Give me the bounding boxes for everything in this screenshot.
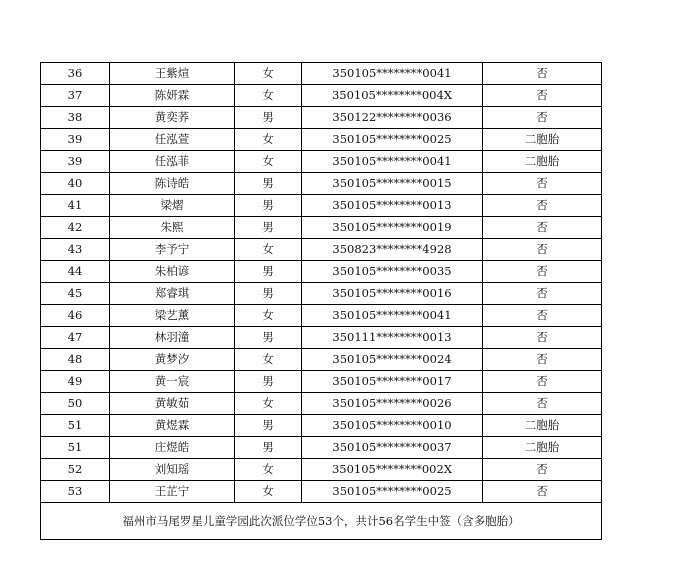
student-id-number: 350105********0041 bbox=[302, 63, 483, 85]
table-row bbox=[41, 63, 602, 85]
row-number: 39 bbox=[41, 151, 110, 173]
row-number: 40 bbox=[41, 173, 110, 195]
table-row bbox=[41, 415, 602, 437]
student-gender: 男 bbox=[235, 195, 302, 217]
student-id-number: 350105********0041 bbox=[302, 151, 483, 173]
row-number: 44 bbox=[41, 261, 110, 283]
student-name: 梁艺薰 bbox=[110, 305, 235, 327]
row-number: 51 bbox=[41, 437, 110, 459]
multiple-birth-flag: 否 bbox=[483, 393, 602, 415]
student-name: 梁熠 bbox=[110, 195, 235, 217]
table-row bbox=[41, 283, 602, 305]
table-row bbox=[41, 459, 602, 481]
multiple-birth-flag: 二胞胎 bbox=[483, 129, 602, 151]
student-gender: 男 bbox=[235, 415, 302, 437]
student-gender: 男 bbox=[235, 437, 302, 459]
student-id-number: 350105********0010 bbox=[302, 415, 483, 437]
student-gender: 女 bbox=[235, 63, 302, 85]
student-id-number: 350122********0036 bbox=[302, 107, 483, 129]
multiple-birth-flag: 否 bbox=[483, 283, 602, 305]
student-name: 黄一宸 bbox=[110, 371, 235, 393]
multiple-birth-flag: 否 bbox=[483, 371, 602, 393]
student-id-number: 350105********0041 bbox=[302, 305, 483, 327]
student-name: 黄煜霖 bbox=[110, 415, 235, 437]
table-row bbox=[41, 371, 602, 393]
student-gender: 女 bbox=[235, 349, 302, 371]
multiple-birth-flag: 否 bbox=[483, 173, 602, 195]
student-name: 林羽潼 bbox=[110, 327, 235, 349]
student-id-number: 350105********0015 bbox=[302, 173, 483, 195]
table-row bbox=[41, 107, 602, 129]
student-gender: 女 bbox=[235, 481, 302, 503]
table-row bbox=[41, 129, 602, 151]
student-id-number: 350105********0035 bbox=[302, 261, 483, 283]
multiple-birth-flag: 否 bbox=[483, 459, 602, 481]
multiple-birth-flag: 否 bbox=[483, 85, 602, 107]
student-id-number: 350823********4928 bbox=[302, 239, 483, 261]
student-id-number: 350105********0017 bbox=[302, 371, 483, 393]
student-gender: 女 bbox=[235, 459, 302, 481]
lottery-results-sheet bbox=[40, 62, 596, 540]
student-gender: 男 bbox=[235, 261, 302, 283]
row-number: 45 bbox=[41, 283, 110, 305]
student-gender: 男 bbox=[235, 371, 302, 393]
table-body bbox=[41, 63, 602, 503]
student-gender: 女 bbox=[235, 129, 302, 151]
student-id-number: 350105********0025 bbox=[302, 129, 483, 151]
row-number: 52 bbox=[41, 459, 110, 481]
student-name: 黄奕荞 bbox=[110, 107, 235, 129]
multiple-birth-flag: 否 bbox=[483, 349, 602, 371]
student-id-number: 350105********004X bbox=[302, 85, 483, 107]
student-name: 任泓萱 bbox=[110, 129, 235, 151]
student-gender: 女 bbox=[235, 393, 302, 415]
student-gender: 男 bbox=[235, 217, 302, 239]
multiple-birth-flag: 二胞胎 bbox=[483, 437, 602, 459]
footer-row bbox=[41, 503, 602, 540]
row-number: 51 bbox=[41, 415, 110, 437]
multiple-birth-flag: 二胞胎 bbox=[483, 415, 602, 437]
row-number: 49 bbox=[41, 371, 110, 393]
table-row bbox=[41, 195, 602, 217]
row-number: 53 bbox=[41, 481, 110, 503]
student-gender: 女 bbox=[235, 239, 302, 261]
table-row bbox=[41, 349, 602, 371]
student-name: 黄敏茹 bbox=[110, 393, 235, 415]
row-number: 50 bbox=[41, 393, 110, 415]
student-gender: 女 bbox=[235, 85, 302, 107]
multiple-birth-flag: 否 bbox=[483, 261, 602, 283]
student-name: 王芷宁 bbox=[110, 481, 235, 503]
student-name: 庄煜皓 bbox=[110, 437, 235, 459]
multiple-birth-flag: 否 bbox=[483, 481, 602, 503]
footer-summary: 福州市马尾罗星儿童学园此次派位学位53个，共计56名学生中签（含多胞胎） bbox=[41, 503, 602, 540]
student-name: 朱熙 bbox=[110, 217, 235, 239]
row-number: 42 bbox=[41, 217, 110, 239]
student-name: 王紫煊 bbox=[110, 63, 235, 85]
student-name: 黄梦汐 bbox=[110, 349, 235, 371]
row-number: 36 bbox=[41, 63, 110, 85]
table-row bbox=[41, 151, 602, 173]
table-row bbox=[41, 173, 602, 195]
table-row bbox=[41, 437, 602, 459]
student-gender: 男 bbox=[235, 327, 302, 349]
student-gender: 女 bbox=[235, 305, 302, 327]
student-gender: 男 bbox=[235, 283, 302, 305]
table-row bbox=[41, 305, 602, 327]
row-number: 39 bbox=[41, 129, 110, 151]
student-id-number: 350111********0013 bbox=[302, 327, 483, 349]
student-gender: 男 bbox=[235, 107, 302, 129]
student-name: 李予宁 bbox=[110, 239, 235, 261]
row-number: 46 bbox=[41, 305, 110, 327]
lottery-results-table bbox=[40, 62, 602, 540]
multiple-birth-flag: 否 bbox=[483, 195, 602, 217]
multiple-birth-flag: 否 bbox=[483, 63, 602, 85]
student-name: 刘知瑶 bbox=[110, 459, 235, 481]
student-id-number: 350105********0019 bbox=[302, 217, 483, 239]
table-row bbox=[41, 393, 602, 415]
multiple-birth-flag: 二胞胎 bbox=[483, 151, 602, 173]
student-id-number: 350105********0037 bbox=[302, 437, 483, 459]
student-name: 陈诗皓 bbox=[110, 173, 235, 195]
student-id-number: 350105********002X bbox=[302, 459, 483, 481]
student-id-number: 350105********0025 bbox=[302, 481, 483, 503]
student-gender: 女 bbox=[235, 151, 302, 173]
table-row bbox=[41, 217, 602, 239]
multiple-birth-flag: 否 bbox=[483, 107, 602, 129]
student-id-number: 350105********0024 bbox=[302, 349, 483, 371]
student-name: 朱柏谚 bbox=[110, 261, 235, 283]
table-row bbox=[41, 261, 602, 283]
student-id-number: 350105********0016 bbox=[302, 283, 483, 305]
multiple-birth-flag: 否 bbox=[483, 239, 602, 261]
multiple-birth-flag: 否 bbox=[483, 305, 602, 327]
row-number: 37 bbox=[41, 85, 110, 107]
multiple-birth-flag: 否 bbox=[483, 217, 602, 239]
student-name: 任泓菲 bbox=[110, 151, 235, 173]
table-row bbox=[41, 85, 602, 107]
student-id-number: 350105********0013 bbox=[302, 195, 483, 217]
table-row bbox=[41, 327, 602, 349]
row-number: 38 bbox=[41, 107, 110, 129]
student-name: 陈妍霖 bbox=[110, 85, 235, 107]
student-id-number: 350105********0026 bbox=[302, 393, 483, 415]
row-number: 43 bbox=[41, 239, 110, 261]
multiple-birth-flag: 否 bbox=[483, 327, 602, 349]
row-number: 48 bbox=[41, 349, 110, 371]
student-gender: 男 bbox=[235, 173, 302, 195]
row-number: 47 bbox=[41, 327, 110, 349]
student-name: 郑睿琪 bbox=[110, 283, 235, 305]
row-number: 41 bbox=[41, 195, 110, 217]
table-row bbox=[41, 239, 602, 261]
table-row bbox=[41, 481, 602, 503]
